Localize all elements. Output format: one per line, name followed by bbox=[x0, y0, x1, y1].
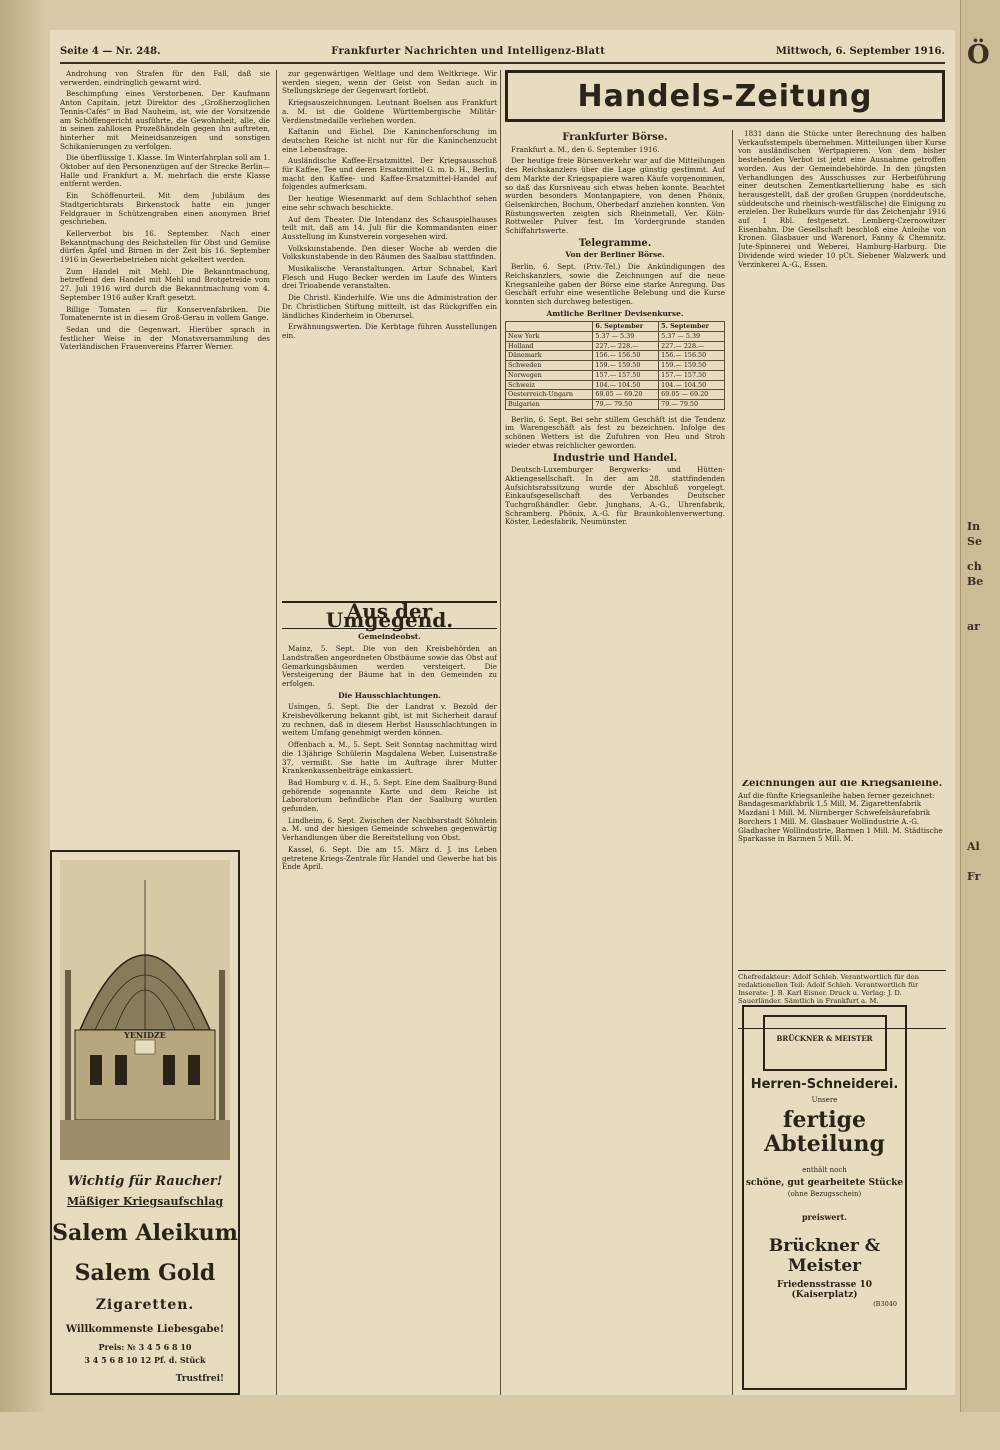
ad-company: Brückner & Meister bbox=[768, 1236, 881, 1276]
article-paragraph: Volkskunstabende. Den dieser Woche ab werden die Volkskunstabende in den Räumen des Saalbau stattfinden. bbox=[282, 243, 497, 262]
ad-heading: Herren-Schneiderei. bbox=[750, 1077, 899, 1092]
article-paragraph: Zum Handel mit Mehl. Die Bekanntmachung, betreffend den Handel mit Mehl und Brotgetreide vom 27. Juli 1916 wird durch die Bekanntmachung vom 4. September 1916 außer Kraft gesetzt. bbox=[60, 266, 270, 302]
fx-header: 5. September bbox=[659, 322, 725, 332]
ad-headline: Wichtig für Raucher! bbox=[67, 1174, 223, 1189]
kriegsanleihe-text: Auf die fünfte Kriegsanleihe haben ferner gezeichnet: Bandagesmarkfabrik 1,5 Mill. M. Zigarettenfabrik Mazdani 1 Mill. M. Nürnberger Schwefelsäurefabrik Borchers 1 Mill. M. Glasbauer Wollindustrie A.-G. Gladbacher Wollindustrie, Barmen 1 Mill. M. Städtische Sparkasse in Barmen 5 Mill. M. bbox=[738, 790, 943, 844]
fx-cell: 156.— 156.50 bbox=[659, 351, 725, 361]
ad-text: preiswert. bbox=[801, 1212, 848, 1222]
ad-code: (B3040 bbox=[873, 1300, 897, 1308]
fx-cell: 79.— 79.50 bbox=[593, 399, 659, 409]
column-divider bbox=[276, 70, 277, 1395]
article-paragraph: Kassel, 6. Sept. Die am 15. März d. J. ins Leben getretene Kriegs-Zentrale für Handel und Gewerbe hat bis Ende April. bbox=[282, 844, 497, 872]
column-3 bbox=[505, 130, 725, 1450]
adjacent-page-strip bbox=[960, 0, 1000, 1412]
fx-table bbox=[505, 321, 725, 409]
fx-cell: 157.— 157.50 bbox=[659, 370, 725, 380]
fx-cell: 104.— 104.50 bbox=[659, 380, 725, 390]
fx-table-title: Amtliche Berliner Devisenkurse. bbox=[546, 308, 684, 318]
fx-cell: 69.05 — 69.20 bbox=[659, 390, 725, 400]
strip-fragment: Ö bbox=[967, 40, 990, 70]
ad-brand: YENIDZE bbox=[124, 1030, 166, 1040]
fx-cell: Schweden bbox=[506, 361, 593, 371]
handels-zeitung-banner: Handels-Zeitung bbox=[505, 70, 945, 122]
article-paragraph: Billige Tomaten — für Konservenfabriken. Die Tomatenernte ist in diesem Groß-Gerau in vollem Gange. bbox=[60, 304, 270, 323]
article-paragraph: Offenbach a. M., 5. Sept. Seit Sonntag nachmittag wird die 13jährige Schülerin Magdalena Weber, Luisenstraße 37, vermißt. Sie hatte im Auftrage ihrer Mutter Krankenkassenbeiträge einkassiert. bbox=[282, 740, 497, 776]
article-paragraph: Musikalische Veranstaltungen. Artur Schnabel, Karl Flesch und Hugo Becker werden im Laufe des Winters drei Trioabende veranstalten. bbox=[282, 264, 497, 291]
fx-row bbox=[506, 399, 725, 409]
article-paragraph: Usingen, 5. Sept. Die der Landrat v. Bezold der Kreisbevölkerung bekannt gibt, ist mit Sicherheit darauf zu rechnen, daß in diesem Herbst Hausschlachtungen in weitem Umfang genehmigt werden können. bbox=[282, 702, 497, 738]
article-paragraph: Der heutige freie Börsenverkehr war auf die Mitteilungen des Reichskanzlers über die Lage günstig gestimmt. Auf dem Markte der Kriegspapiere waren Käufe vorgenommen, so daß das Kursniveau sich etwas heben konnte. Beachtet wurden besonders Montanpapiere, von denen Phönix, Gelsenkirchen, Bochum, Oberbedarf anziehen konnten. Von Rüstungswerten zeigten sich Rheinmetall, Ver. Köln-Rottweiler Pulver fest. Im Vordergrunde standen Schiffahrtswerte. bbox=[505, 156, 725, 236]
article-paragraph: Auf dem Theater. Die Intendanz des Schauspielhauses teilt mit, daß am 14. Juli für die Kommandanten einer Ausstellung im Kunstverein vorgesehen wird. bbox=[282, 214, 497, 241]
ad-trustfrei: Trustfrei! bbox=[175, 1374, 224, 1384]
page-edge-shadow bbox=[0, 0, 48, 1412]
strip-fragment: Fr bbox=[967, 870, 981, 883]
header-date: Mittwoch, 6. September 1916. bbox=[775, 45, 945, 57]
ad-product-2: Salem Gold bbox=[74, 1260, 216, 1286]
article-paragraph: Erwähnungswerten. Die Kerbtage führen Ausstellungen ein. bbox=[282, 322, 497, 340]
salem-aleikum-ad bbox=[50, 850, 240, 1395]
fx-cell: 5.37 — 5.39 bbox=[659, 332, 725, 342]
ad-price-line: Preis: № 3 4 5 6 8 10 bbox=[98, 1342, 192, 1352]
fx-cell: Schweiz bbox=[506, 380, 593, 390]
ad-text: enthält noch bbox=[802, 1166, 847, 1174]
header-page-number: Seite 4 — Nr. 248. bbox=[60, 45, 161, 57]
article-paragraph: Berlin, 6. Sept. (Priv.-Tel.) Die Ankündigungen des Reichskanzlers, sowie die Zeichnungen auf die neue Kriegsanleihe gaben der Börse eine starke Anregung. Das Geschäft erfuhr eine wesentliche Belebung und die Kurse konnten sich durchweg befestigen. bbox=[505, 262, 725, 306]
telegramme-title: Telegramme. bbox=[578, 237, 652, 249]
fx-cell: Norwegen bbox=[506, 370, 593, 380]
article-paragraph: Bad Homburg v. d. H., 5. Sept. Eine dem Saalburg-Bund gehörende sogenannte Karte und dem Reiche ist Laboratorium befindliche Plan der Saalburg wurden gefunden. bbox=[282, 777, 497, 814]
yenidze-building-illustration bbox=[60, 860, 230, 1160]
fx-cell: 69.05 — 69.20 bbox=[593, 390, 659, 400]
fx-row bbox=[506, 351, 725, 361]
fx-cell: 227.— 228.— bbox=[659, 341, 725, 351]
article-paragraph: Die überflüssige 1. Klasse. Im Winterfahrplan soll am 1. Oktober auf den Personenzügen auf der Strecke Berlin—Halle und Frankfurt a. M. mehrfach die erste Klasse entfernt werden. bbox=[60, 153, 270, 189]
industrie-title: Industrie und Handel. bbox=[552, 452, 678, 464]
fx-cell: 156.— 156.50 bbox=[593, 351, 659, 361]
ad-text: Unsere bbox=[811, 1096, 838, 1104]
imprint: Chefredakteur: Adolf Schleh. Verantwortlich für den redaktionellen Teil: Adolf Schleh. Verantwortlich für Inserate: J. B. Karl Eisner. Druck u. Verlag: J. D. Sauerländer. Sämtlich in Frankfurt a. M. bbox=[738, 970, 946, 1029]
fx-cell: Oesterreich-Ungarn bbox=[506, 390, 593, 400]
umgegend-subtitle: Gemeindeobst. bbox=[358, 632, 421, 642]
article-paragraph: Lindheim, 6. Sept. Zwischen der Nachbarstadt Söhnlein a. M. und der hiesigen Gemeinde schweben gegenwärtig Verhandlungen über die Bereitstellung von Obst. bbox=[282, 815, 497, 843]
umgegend-title: Aus der Umgegend. bbox=[282, 601, 497, 629]
article-paragraph: Berlin, 6. Sept. Bei sehr stillem Geschäft ist die Tendenz im Warengeschäft als fest zu bezeichnen. Infolge des schönen Wetters ist die Zufuhren von Heu und Stroh wieder etwas reichlicher geworden. bbox=[505, 414, 725, 450]
fx-row bbox=[506, 341, 725, 351]
fx-row bbox=[506, 361, 725, 371]
fx-header: 6. September bbox=[593, 322, 659, 332]
article-paragraph: Ein Schöffenurteil. Mit dem Jubiläum des Stadtgerichtsrats Birkenstock hatte ein junger Feldgrauer in Schützengraben einen anonymen Brief geschrieben. bbox=[60, 191, 270, 227]
fx-cell: Dänemark bbox=[506, 351, 593, 361]
strip-fragment: Al bbox=[967, 840, 980, 853]
article-paragraph: Mainz, 5. Sept. Die von den Kreisbehörden an Landstraßen angeordneten Obstbäume sowie das Obst auf Gemarkungsbäumen werden versteigert. Die Versteigerung der Bäume hat in den Gemeinden zu erfolgen. bbox=[282, 644, 497, 688]
article-paragraph: Ausländische Kaffee-Ersatzmittel. Der Kriegsausschuß für Kaffee, Tee und deren Ersatzmittel G. m. b. H., Berlin, macht den Kaffee- und Kaffee-Ersatzmittel-Handel auf folgendes aufmerksam. bbox=[282, 156, 497, 192]
fx-cell: 157.— 157.50 bbox=[593, 370, 659, 380]
column-4 bbox=[738, 130, 946, 770]
ad-headline: fertige Abteilung bbox=[764, 1107, 885, 1157]
header-masthead: Frankfurter Nachrichten und Intelligenz-Blatt bbox=[331, 45, 606, 57]
fx-row bbox=[506, 332, 725, 342]
kriegsanleihe-section bbox=[738, 780, 946, 940]
article-paragraph: Der heutige Wiesenmarkt auf dem Schlachthof sehen eine sehr schwach beschickte. bbox=[282, 194, 497, 212]
article-paragraph: Kellerverbot bis 16. September. Nach einer Bekanntmachung des Reichstellen für Obst und Gemüse dürfen Äpfel und Birnen in der Zeit bis 16. September 1916 in Gewerbebetrieben nicht gekeltert werden. bbox=[60, 228, 270, 265]
boerse-date: Frankfurt a. M., den 6. September 1916. bbox=[511, 144, 660, 154]
fx-cell: New York bbox=[506, 332, 593, 342]
ad-logo-text: BRÜCKNER & MEISTER bbox=[776, 1034, 873, 1043]
strip-fragment: Be bbox=[967, 575, 984, 588]
page-header bbox=[60, 40, 945, 64]
fx-header bbox=[506, 322, 593, 332]
fx-cell: 79.— 79.50 bbox=[659, 399, 725, 409]
column-divider bbox=[732, 130, 733, 1395]
fx-cell: Bulgarien bbox=[506, 399, 593, 409]
fx-cell: 227.— 228.— bbox=[593, 341, 659, 351]
strip-fragment: ch bbox=[967, 560, 982, 573]
ad-product-type: Zigaretten. bbox=[95, 1297, 195, 1313]
ad-logo bbox=[763, 1015, 887, 1071]
fx-cell: 5.37 — 5.39 bbox=[593, 332, 659, 342]
article-paragraph: Kaftanin und Eichel. Die Kaninchenforschung im deutschen Reiche ist nicht nur für die Kaninchenzucht eine Lebensfrage. bbox=[282, 127, 497, 154]
ad-product-1: Salem Aleikum bbox=[52, 1220, 238, 1246]
boerse-title: Frankfurter Börse. bbox=[562, 132, 668, 143]
article-paragraph: Deutsch-Luxemburger Bergwerks- und Hütten-Aktiengesellschaft. In der am 28. stattfindenden Aufsichtsratssitzung wurde der Abschluß vorgelegt. Einkaufsgesellschaft des Verbandes Deutscher Tuchgroßhändler. Gebr. Junghans, A.-G., Uhrenfabrik, Schramberg. Phönix, A.-G. für Braunkohlenverwertung. Köster, Ledesfabrik, Neumünster. bbox=[505, 465, 725, 527]
article-paragraph: 1831 dann die Stücke unter Berechnung des halben Verkaufsstempels übernehmen. Mitteilungen über Kurse von ausländischen Wertpapieren. Von dem bisher bestehenden Verbot ist jetzt eine Ausnahme getroffen worden. Aus der Gemeindebehörde. In den jüngsten Verhandlungen des Ausschusses zur Herbeiführung einer deutschen Zementkartellierung habe es sich herausgestellt, daß der großen Gruppen (norddeutsche, süddeutsche und rheinisch-westfälische) die Einigung zu erzielen. Der Rubelkurs wurde für das Zeichenjahr 1916 auf 1 Rbl. festgesetzt. Lemberg-Czernowitzer Eisenbahn. Die Gesellschaft beschloß eine Anleihe von Kronen. Glasbauer und Warenort, Fanny & Chemnitz. Jute-Spinnerei und Weberei, Hamburg-Harburg. Die Dividende wird wieder 10 pCt. Siebener Walzwerk und Verzinkerei A.-G., Essen. bbox=[738, 130, 946, 269]
ad-tagline: Willkommenste Liebesgabe! bbox=[65, 1324, 225, 1335]
fx-row bbox=[506, 370, 725, 380]
ad-text: (ohne Bezugsschein) bbox=[787, 1190, 862, 1198]
ad-address: Friedensstrasse 10 (Kaiserplatz) bbox=[776, 1280, 873, 1300]
brueckner-meister-ad bbox=[742, 1005, 907, 1390]
article-paragraph: Sedan und die Gegenwart. Hierüber sprach in festlicher Weise in der Monatsversammlung des Vaterländischen Frauenvereins Pfarrer Werner. bbox=[60, 324, 270, 352]
article-paragraph: zur gegenwärtigen Weltlage und dem Weltkriege. Wir werden siegen, wenn der Geist von Sedan auch in Stellungskriege der Gegenwart fortlebt. bbox=[282, 70, 497, 96]
fx-row bbox=[506, 390, 725, 400]
fx-row bbox=[506, 380, 725, 390]
column-divider bbox=[500, 70, 501, 1395]
fx-cell: 104.— 104.50 bbox=[593, 380, 659, 390]
ad-text: schöne, gut gearbeitete Stücke bbox=[745, 1178, 904, 1188]
column-1 bbox=[60, 70, 270, 910]
article-paragraph: Kriegsauszeichnungen. Leutnant Boelsen aus Frankfurt a. M. ist die Goldene Württembergische Militär-Verdienstmedaille verliehen worden. bbox=[282, 98, 497, 125]
fx-cell: Holland bbox=[506, 341, 593, 351]
strip-fragment: In bbox=[967, 520, 981, 533]
umgegend-section bbox=[282, 595, 497, 1425]
ad-price-line: 3 4 5 6 8 10 12 Pf. d. Stück bbox=[84, 1355, 206, 1365]
strip-fragment: Se bbox=[967, 535, 982, 548]
article-paragraph: Beschimpfung eines Verstorbenen. Der Kaufmann Anton Capitain, jetzt Direktor des „Großherzoglichen Tennis-Cafés“ in Bad Nauheim, ist, wie der Vorsitzende am Schöffengericht ausführte, die Gewohnheit, alle, die in seinen zahllosen Prozeßhändeln gegen ihn auftreten, hinterher mit Meineidsanzeigen und sonstigen Schikanierungen zu verfolgen. bbox=[60, 89, 270, 151]
fx-cell: 159.— 159.50 bbox=[593, 361, 659, 371]
article-paragraph: Die Christl. Kinderhilfe. Wie uns die Administration der Dr. Christlichen Stiftung mitteilt, ist das Rückgriffen ein ländliches Kinderheim in Oberursel. bbox=[282, 293, 497, 320]
column-2 bbox=[282, 70, 497, 590]
umgegend-subtitle: Die Hausschlachtungen. bbox=[338, 690, 441, 700]
ad-subheadline: Mäßiger Kriegsaufschlag bbox=[66, 1195, 224, 1208]
kriegsanleihe-title: Zeichnungen auf die Kriegsanleihe. bbox=[741, 780, 943, 789]
strip-fragment: ar bbox=[967, 620, 980, 633]
fx-cell: 159.— 159.50 bbox=[659, 361, 725, 371]
article-paragraph: Androhung von Strafen für den Fall, daß sie verwerden, eindringlich gewarnt wird. bbox=[60, 70, 270, 87]
telegramme-subtitle: Von der Berliner Börse. bbox=[565, 250, 665, 260]
